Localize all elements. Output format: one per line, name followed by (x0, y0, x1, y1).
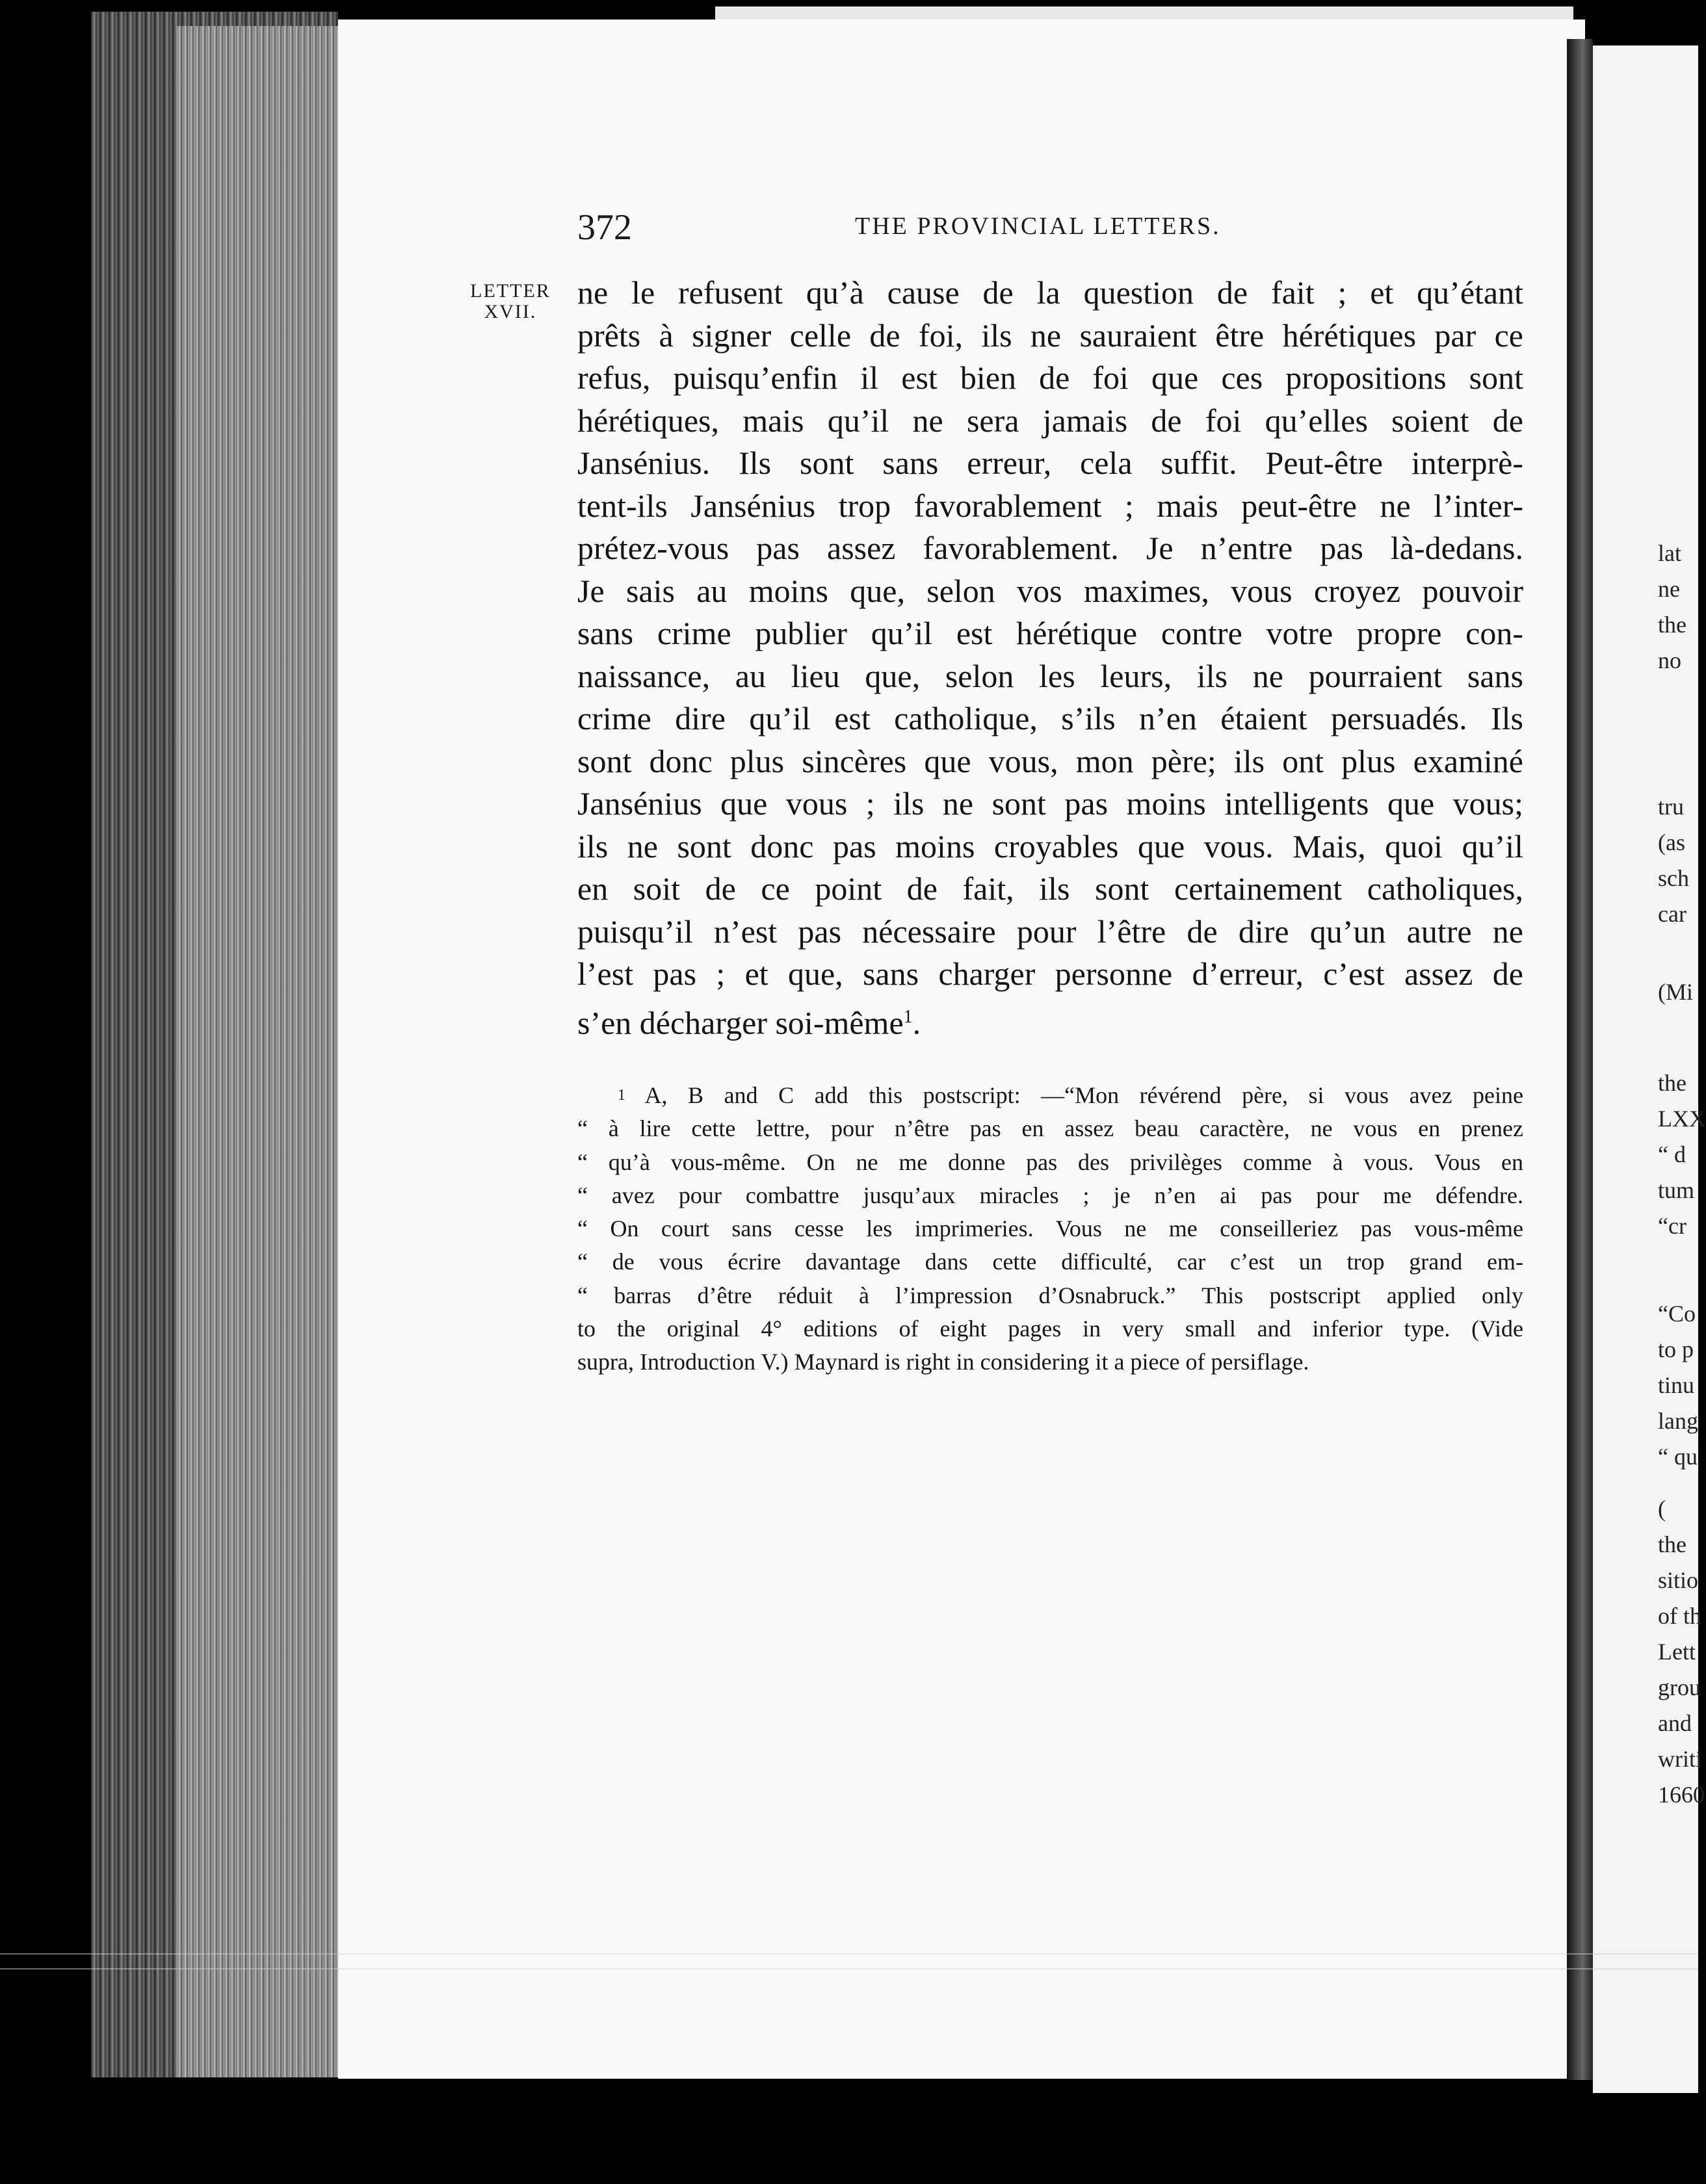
book-page-edges-inner (176, 26, 338, 2077)
right-page-fragment: 1660 (1658, 1782, 1705, 1808)
right-page-fragment: car (1658, 901, 1686, 927)
right-page-fragment: the (1658, 1070, 1686, 1096)
footnote-line: to the original 4° editions of eight pages in very small and inferior type. (Vide (577, 1316, 1523, 1342)
footnote-line: “ On court sans cesse les imprimeries. Vous ne me conseilleriez pas vous-même (577, 1216, 1523, 1242)
right-page-fragment: tru (1658, 794, 1684, 820)
right-page-fragment: and (1658, 1710, 1692, 1736)
right-page-fragment: grou (1658, 1674, 1701, 1700)
body-line: tent-ils Jansénius trop favorablement ; mais peut-être ne l’inter- (577, 487, 1523, 524)
right-page-fragment: LXX (1658, 1106, 1706, 1132)
footnote-reference: 1 (903, 1006, 913, 1027)
footnote-line-text: A, B and C add this postscript: —“Mon révérend père, si vous avez peine (644, 1082, 1523, 1108)
body-line: sont donc plus sincères que vous, mon père; ils ont plus examiné (577, 742, 1523, 779)
footnote-line: “ qu’à vous-même. On ne me donne pas des privilèges comme à vous. Vous en (577, 1149, 1523, 1175)
body-line: naissance, au lieu que, selon les leurs, ils ne pourraient sans (577, 657, 1523, 694)
right-page-edge (1567, 39, 1593, 2080)
body-line: Jansénius que vous ; ils ne sont pas moins intelligents que vous; (577, 785, 1523, 822)
right-page-fragment: Lett (1658, 1639, 1696, 1665)
body-line: prêts à signer celle de foi, ils ne sauraient être hérétiques par ce (577, 317, 1523, 354)
body-line: hérétiques, mais qu’il ne sera jamais de foi qu’elles soient de (577, 402, 1523, 439)
footnote (577, 1079, 1523, 1379)
body-line: en soit de ce point de fait, ils sont certainement catholiques, (577, 870, 1523, 907)
right-page-fragment: “Co (1658, 1301, 1696, 1327)
right-page (1593, 46, 1706, 2093)
body-line: ils ne sont donc pas moins croyables que vous. Mais, quoi qu’il (577, 827, 1523, 864)
footnote-marker: 1 (618, 1087, 625, 1104)
margin-note (462, 281, 559, 322)
right-page-fragment: tum (1658, 1177, 1695, 1203)
right-page-fragment: lang (1658, 1408, 1698, 1434)
body-line: prétez-vous pas assez favorablement. Je n’entre pas là-dedans. (577, 530, 1523, 566)
footnote-line: “ barras d’être réduit à l’impression d’Osnabruck.” This postscript applied only (577, 1282, 1523, 1308)
footnote-line (577, 1079, 1523, 1112)
right-page-fragment: (as (1658, 829, 1685, 855)
body-line: sans crime publier qu’il est hérétique contre votre propre con- (577, 615, 1523, 651)
right-page-fragment: ( (1658, 1496, 1666, 1522)
right-page-fragment: writi (1658, 1746, 1702, 1772)
right-page-fragment: “cr (1658, 1213, 1686, 1239)
right-page-fragment: lat (1658, 540, 1681, 566)
scan-artifact-line (0, 1968, 1698, 1970)
running-head: THE PROVINCIAL LETTERS. (855, 213, 1221, 240)
body-line: puisqu’il n’est pas nécessaire pour l’être de dire qu’un autre ne (577, 913, 1523, 950)
body-line: crime dire qu’il est catholique, s’ils n’en étaient persuadés. Ils (577, 700, 1523, 736)
right-page-fragment: tinu (1658, 1372, 1695, 1398)
body-line-text: s’en décharger soi-même (577, 1004, 904, 1041)
right-page-fragment: sitio (1658, 1567, 1699, 1593)
right-page-fragment: the (1658, 1531, 1686, 1557)
right-page-fragment: the (1658, 612, 1686, 638)
body-text (577, 272, 1523, 1045)
footnote-line: “ à lire cette lettre, pour n’être pas en assez beau caractère, ne vous en prenez (577, 1115, 1523, 1142)
right-page-fragment: sch (1658, 865, 1689, 891)
right-page-fragment: (Mi (1658, 979, 1693, 1005)
footnote-line: supra, Introduction V.) Maynard is right in considering it a piece of persiflage. (577, 1349, 1309, 1375)
right-page-fragment: “ d (1658, 1141, 1686, 1167)
footnote-line: “ de vous écrire davantage dans cette difficulté, car c’est un trop grand em- (577, 1249, 1523, 1275)
body-line: Jansénius. Ils sont sans erreur, cela suffit. Peut-être interprè- (577, 445, 1523, 481)
margin-note-line: LETTER (470, 280, 551, 302)
right-page-fragment: to p (1658, 1336, 1694, 1362)
page-number: 372 (577, 207, 632, 248)
body-line-last: s’en décharger soi-même$^1$. (577, 1004, 921, 1041)
body-line: l’est pas ; et que, sans charger personne d’erreur, c’est assez de (577, 956, 1523, 992)
body-line: Je sais au moins que, selon vos maximes, vous croyez pouvoir (577, 572, 1523, 609)
right-page-fragment: ne (1658, 576, 1680, 602)
margin-note-line: XVII. (484, 301, 537, 322)
right-page-fragment: of th (1658, 1603, 1701, 1629)
body-line: refus, puisqu’enfin il est bien de foi que ces propositions sont (577, 359, 1523, 396)
body-line: ne le refusent qu’à cause de la question de fait ; et qu’étant (577, 274, 1523, 311)
footnote-line: “ avez pour combattre jusqu’aux miracles ; je n’en ai pas pour me défendre. (577, 1182, 1523, 1208)
right-page-fragment: no (1658, 647, 1681, 673)
right-page-fragment: “ qu (1658, 1444, 1698, 1470)
scan-artifact-line (0, 1953, 1698, 1955)
